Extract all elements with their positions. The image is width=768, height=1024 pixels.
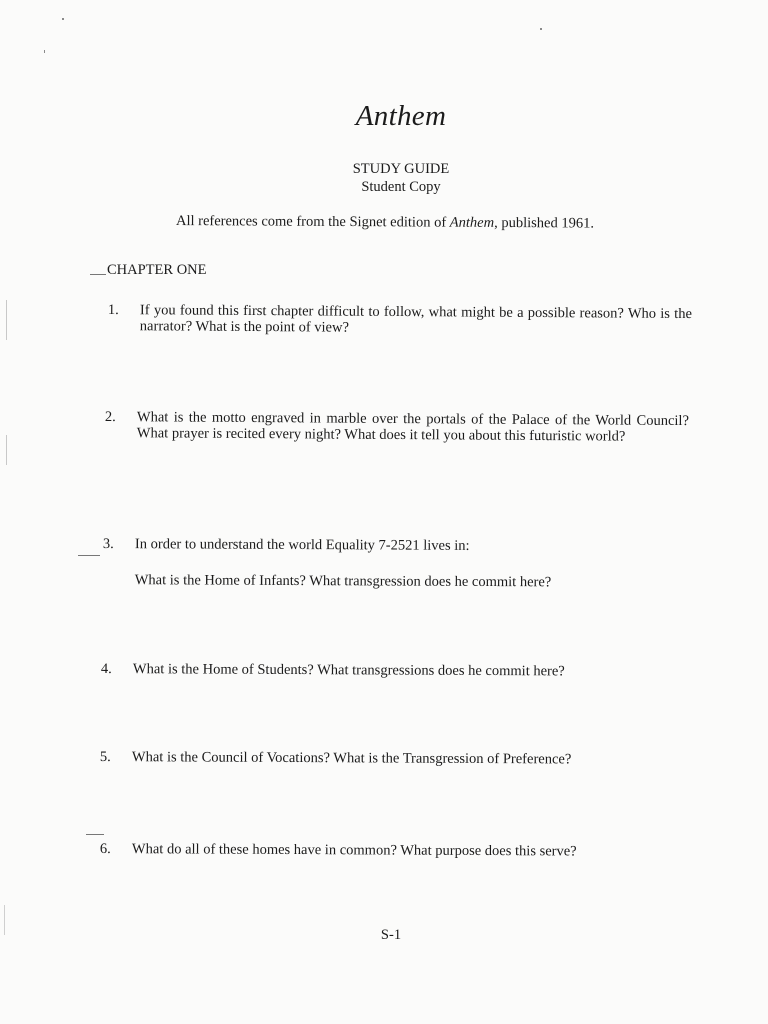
question-text: What is the Home of Students? What transgressions does he commit here? — [132, 661, 565, 680]
chapter-heading: CHAPTER ONE — [107, 262, 207, 278]
scan-speck — [540, 28, 542, 30]
question-number: 3. — [102, 536, 114, 553]
question-text: What is the motto engraved in marble over the portals of the Palace of the World Council? What prayer is recited every night? What does it tell you about this futuristic world? — [136, 409, 689, 445]
scan-speck — [44, 50, 45, 53]
margin-mark — [90, 274, 106, 275]
question-number: 2. — [104, 409, 116, 426]
references-book-title: Anthem — [449, 214, 495, 231]
question-text: In order to understand the world Equality 7-2521 lives in: — [134, 536, 470, 554]
page-number: S-1 — [380, 927, 402, 943]
question-text: What do all of these homes have in common? What purpose does this serve? — [131, 841, 577, 860]
scan-speck — [6, 435, 7, 465]
references-suffix: , published 1961. — [494, 214, 595, 232]
references-prefix: All references come from the Signet edition of — [175, 213, 450, 231]
question-number: 6. — [99, 841, 111, 858]
references-note — [176, 213, 594, 233]
student-copy-label: Student Copy — [361, 179, 441, 195]
question-number: 5. — [99, 749, 111, 766]
study-guide-label: STUDY GUIDE — [352, 161, 450, 177]
question-number: 1. — [107, 302, 119, 319]
scan-speck — [6, 300, 7, 340]
question-text: What is the Council of Vocations? What is the Transgression of Preference? — [131, 749, 572, 768]
scan-speck — [62, 18, 64, 20]
study-guide-heading — [0, 160, 768, 196]
document-title: Anthem — [355, 100, 447, 132]
margin-mark — [86, 834, 104, 835]
margin-mark — [78, 555, 100, 556]
question-text: If you found this first chapter difficult to follow, what might be a possible reason? Who is the narrator? What is the point of view? — [139, 302, 692, 336]
question-number: 4. — [100, 661, 112, 678]
question-subtext: What is the Home of Infants? What transgression does he commit here? — [134, 572, 552, 591]
